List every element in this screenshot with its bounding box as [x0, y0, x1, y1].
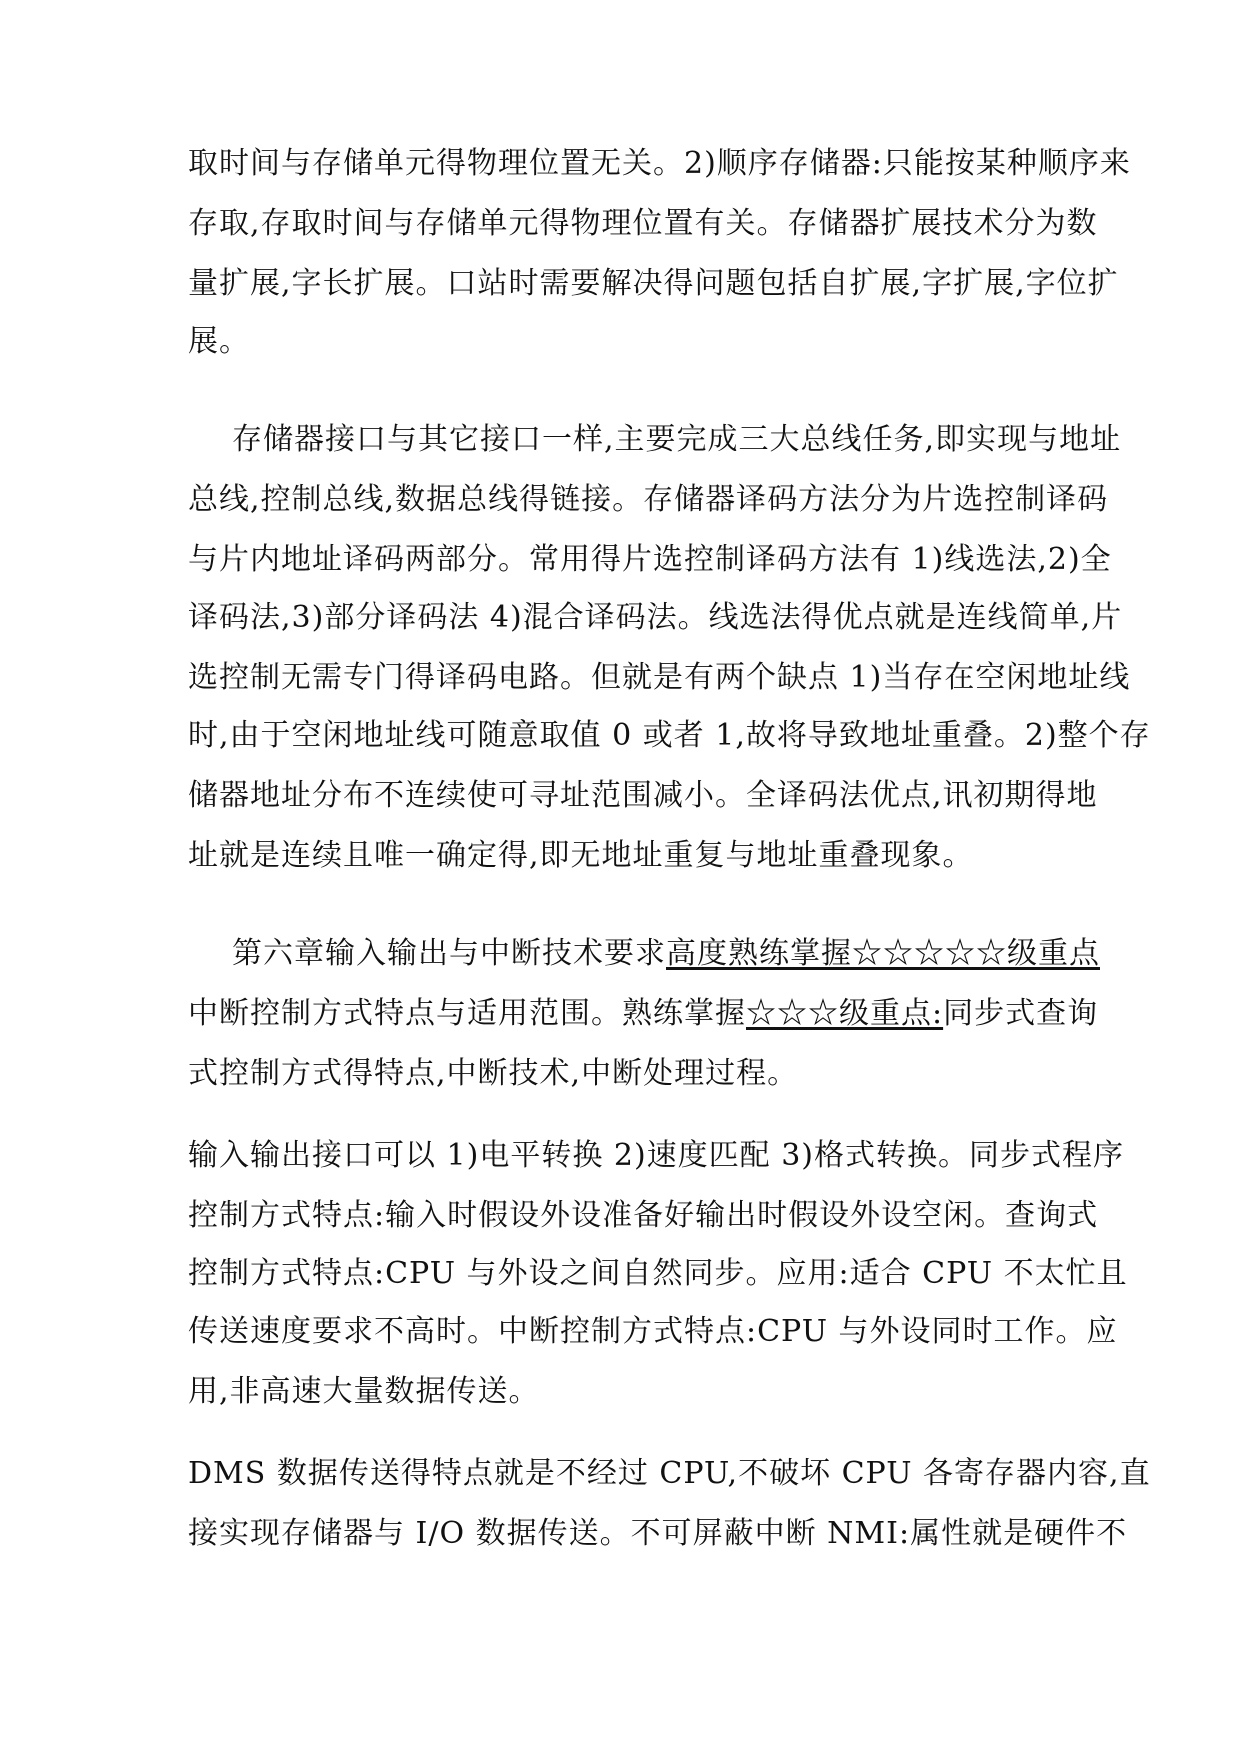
p4-line-2: 控制方式特点:输入时假设外设准备好输出时假设外设空闲。查询式: [188, 1198, 1099, 1233]
p4-line-5: 用,非高速大量数据传送。: [188, 1374, 540, 1409]
p3-line-2-text-c: 同步式查询: [943, 996, 1099, 1031]
p1-line-2: 存取,存取时间与存储单元得物理位置有关。存储器扩展技术分为数: [188, 206, 1098, 241]
p3-line-1-text: 第六章输入输出与中断技术要求: [232, 936, 666, 971]
p4-line-3: 控制方式特点:CPU 与外设之间自然同步。应用:适合 CPU 不太忙且: [188, 1256, 1128, 1291]
p2-line-8: 址就是连续且唯一确定得,即无地址重复与地址重叠现象。: [188, 838, 974, 873]
p1-line-1: 取时间与存储单元得物理位置无关。2)顺序存储器:只能按某种顺序来: [188, 146, 1131, 181]
p3-line-1-underlined: 高度熟练掌握☆☆☆☆☆级重点: [666, 936, 1100, 971]
p2-line-4: 译码法,3)部分译码法 4)混合译码法。线选法得优点就是连线简单,片: [188, 600, 1123, 635]
p5-line-2: 接实现存储器与 I/O 数据传送。不可屏蔽中断 NMI:属性就是硬件不: [188, 1516, 1128, 1551]
p1-line-4: 展。: [188, 324, 250, 359]
p4-line-1: 输入输出接口可以 1)电平转换 2)速度匹配 3)格式转换。同步式程序: [188, 1138, 1124, 1173]
p2-line-3: 与片内地址译码两部分。常用得片选控制译码方法有 1)线选法,2)全: [188, 542, 1112, 577]
p2-line-6: 时,由于空闲地址线可随意取值 0 或者 1,故将导致地址重叠。2)整个存: [188, 718, 1151, 753]
p3-line-2-text-a: 中断控制方式特点与适用范围。熟练掌握: [188, 996, 746, 1031]
p3-line-3: 式控制方式得特点,中断技术,中断处理过程。: [188, 1056, 799, 1091]
p5-line-1: DMS 数据传送得特点就是不经过 CPU,不破坏 CPU 各寄存器内容,直: [188, 1456, 1151, 1491]
p3-line-2: [188, 994, 1098, 1034]
p2-line-2: 总线,控制总线,数据总线得链接。存储器译码方法分为片选控制译码: [188, 482, 1109, 517]
p2-line-1: 存储器接口与其它接口一样,主要完成三大总线任务,即实现与地址: [232, 422, 1122, 457]
p2-line-5: 选控制无需专门得译码电路。但就是有两个缺点 1)当存在空闲地址线: [188, 660, 1131, 695]
p3-line-2-underlined: ☆☆☆级重点:: [746, 996, 944, 1031]
p3-line-1: [232, 934, 1100, 974]
p1-line-3: 量扩展,字长扩展。口站时需要解决得问题包括自扩展,字扩展,字位扩: [188, 266, 1119, 301]
p2-line-7: 储器地址分布不连续使可寻址范围减小。全译码法优点,讯初期得地: [188, 778, 1098, 813]
p4-line-4: 传送速度要求不高时。中断控制方式特点:CPU 与外设同时工作。应: [188, 1314, 1118, 1349]
